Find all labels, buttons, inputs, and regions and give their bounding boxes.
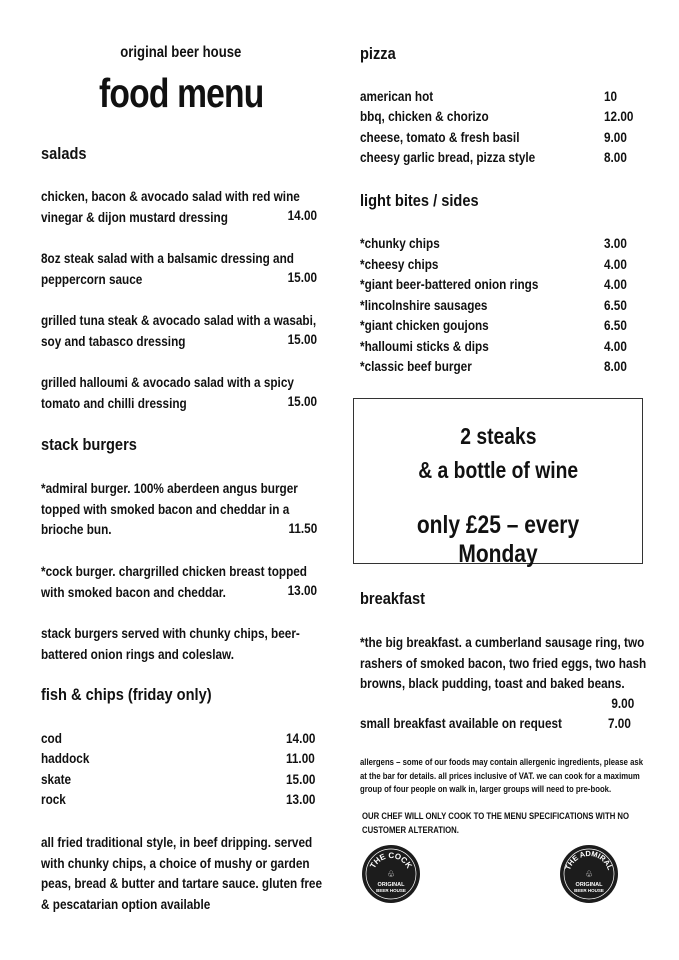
svg-text:BEER HOUSE: BEER HOUSE	[574, 888, 604, 893]
salad-item: grilled tuna steak & avocado salad with a wasabi, soy and tabasco dressing	[41, 312, 317, 349]
burgers-note: stack burgers served with chunky chips, beer- battered onion rings and coleslaw.	[41, 625, 300, 662]
promo-line: & a bottle of wine	[418, 457, 578, 483]
salad-price: 15.00	[287, 331, 317, 347]
fish-note: all fried traditional style, in beef dripping. served with chunky chips, a choice of mushy or garden peas, bread & butter and tartare sauce. gluten free & pescatarian option available	[41, 834, 323, 912]
salad-item: chicken, bacon & avocado salad with red wine vinegar & dijon mustard dressing	[41, 188, 300, 225]
menu-subtitle: original beer house	[120, 44, 242, 61]
steak-promo-box	[353, 398, 643, 568]
salad-item: grilled halloumi & avocado salad with a spicy tomato and chilli dressing	[41, 374, 294, 411]
promo-line: 2 steaks	[459, 423, 537, 449]
menu-title: food menu	[98, 70, 264, 116]
promo-line: only £25 – every Monday	[416, 511, 580, 568]
breakfast-item: *the big breakfast. a cumberland sausage ring, two rashers of smoked bacon, two fried eggs, two hash browns, black pudding, toast and baked beans.	[360, 634, 647, 691]
svg-text:THE COCK: THE COCK	[368, 850, 414, 870]
fish-heading: fish & chips (friday only)	[41, 685, 212, 704]
salads-heading: salads	[41, 144, 87, 163]
svg-text:ORIGINAL: ORIGINAL	[575, 882, 603, 888]
allergens-note: allergens – some of our foods may contain allergenic ingredients, please ask at the bar for details. all prices inclusive of VAT. we can cook for a maximum group of four people on walk in, larger groups will need to pre-book.	[360, 757, 644, 794]
burger-price: 13.00	[287, 582, 317, 598]
burgers-heading: stack burgers	[41, 435, 137, 454]
sides-heading: light bites / sides	[360, 191, 479, 210]
svg-text:ORIGINAL: ORIGINAL	[377, 882, 405, 888]
breakfast-heading: breakfast	[360, 589, 426, 608]
burger-item: *admiral burger. 100% aberdeen angus burger topped with smoked bacon and cheddar in a brioche bun.	[41, 480, 298, 537]
salad-price: 15.00	[287, 269, 317, 285]
svg-text:♧: ♧	[386, 870, 396, 880]
the-admiral-logo	[559, 844, 619, 904]
pizza-heading: pizza	[360, 44, 396, 63]
salad-price: 14.00	[287, 207, 317, 223]
svg-text:♧: ♧	[584, 870, 594, 880]
burger-price: 11.50	[288, 520, 317, 536]
svg-text:BEER HOUSE: BEER HOUSE	[376, 888, 406, 893]
burger-item: *cock burger. chargrilled chicken breast topped with smoked bacon and cheddar.	[41, 563, 307, 600]
chef-note: OUR CHEF WILL ONLY COOK TO THE MENU SPECIFICATIONS WITH NO CUSTOMER ALTERATION.	[362, 811, 630, 835]
breakfast-price: 9.00	[611, 695, 634, 711]
svg-text:THE ADMIRAL: THE ADMIRAL	[563, 848, 615, 872]
salad-item: 8oz steak salad with a balsamic dressing and peppercorn sauce	[41, 250, 294, 287]
salad-price: 15.00	[287, 393, 317, 409]
the-cock-logo	[361, 844, 421, 904]
